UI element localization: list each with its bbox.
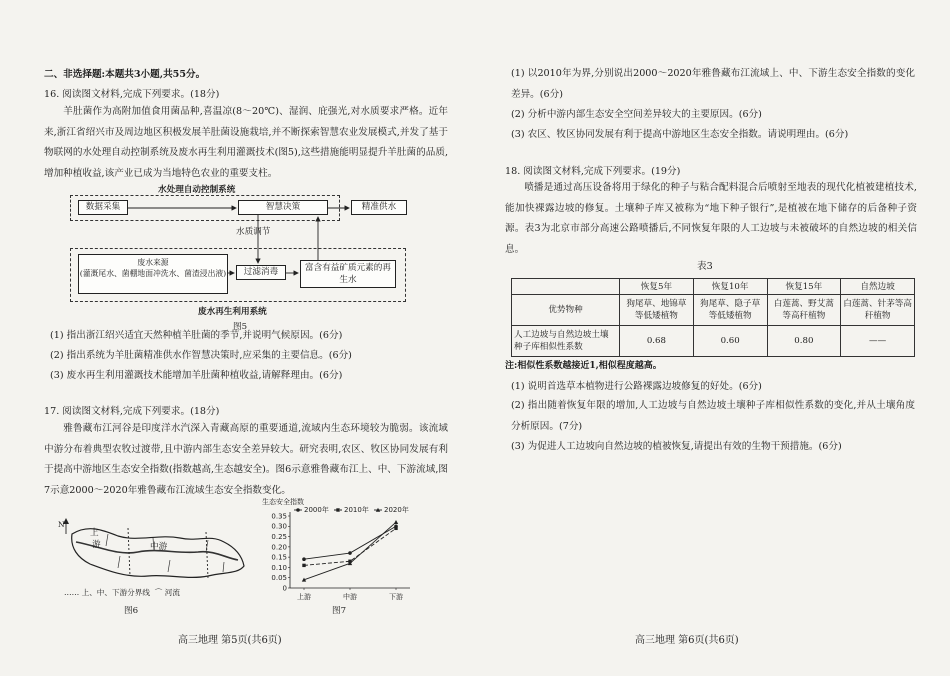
figure-7-label: 图7 bbox=[332, 606, 347, 616]
table-cell: —— bbox=[841, 326, 915, 357]
footer-page-6: 高三地理 第6页(共6页) bbox=[635, 635, 739, 646]
safety-index-chart bbox=[260, 496, 420, 604]
table-cell: 白莲蒿、野艾蒿等高秆植物 bbox=[767, 295, 841, 326]
q17-item-2: (2) 分析中游内部生态安全空间差异较大的主要原因。(6分) bbox=[511, 109, 762, 120]
table-header-cell: 恢复15年 bbox=[767, 279, 841, 295]
table-cell: 0.68 bbox=[620, 326, 694, 357]
figure-7-chart bbox=[260, 496, 420, 616]
section-header: 二、非选择题:本题共3小题,共55分。 bbox=[44, 69, 206, 80]
data-point bbox=[394, 527, 397, 530]
diagram-top-title: 水处理自动控制系统 bbox=[158, 185, 236, 195]
diagram-bottom-title: 废水再生利用系统 bbox=[198, 307, 267, 317]
map-label-upper: 上 bbox=[90, 528, 99, 538]
chart-title: 生态安全指数 bbox=[262, 498, 304, 506]
box-precise-supply: 精准供水 bbox=[351, 200, 407, 215]
q18-paragraph: 喷播是通过高压设备将用于绿化的种子与粘合配料混合后喷射至地表的现代化植被建植技术,能加快裸露边坡的修复。土壤种子库又被称为“地下种子银行”,是植被在地下储存的后备种子资源。表3为北京市部分高速公路喷播后,不同恢复年限的人工边坡与未被破坏的自然边坡的相关信息。 bbox=[505, 182, 917, 255]
q17-item-1: (1) 以2010年为界,分别说出2000～2020年雅鲁藏布江流域上、中、下游生态安全指数的变化差异。(6分) bbox=[511, 68, 915, 100]
north-label: N bbox=[58, 520, 65, 529]
diagram-arrows bbox=[68, 182, 414, 322]
y-tick-label: 0.05 bbox=[271, 574, 287, 583]
q18-item-3: (3) 为促进人工边坡向自然边坡的植被恢复,请提出有效的生物干预措施。(6分) bbox=[511, 441, 842, 452]
table-cell: 白莲蒿、针茅等高秆植物 bbox=[841, 295, 915, 326]
q17-title: 17. 阅读图文材料,完成下列要求。(18分) bbox=[44, 406, 220, 417]
table-3-title: 表3 bbox=[697, 261, 713, 272]
table-header-cell: 自然边坡 bbox=[841, 279, 915, 295]
table-header-row bbox=[512, 279, 915, 295]
table-header-cell: 恢复5年 bbox=[620, 279, 694, 295]
box-recycled-water: 富含有益矿质元素的再生水 bbox=[300, 260, 396, 288]
box-data-collection: 数据采集 bbox=[78, 200, 128, 215]
y-tick-label: 0 bbox=[282, 584, 287, 593]
box-filter-disinfect: 过滤消毒 bbox=[236, 265, 286, 280]
q18-title: 18. 阅读图文材料,完成下列要求。(19分) bbox=[505, 166, 681, 177]
x-tick-label: 中游 bbox=[343, 593, 357, 601]
table-cell: 狗尾草、隐子草等低矮植物 bbox=[693, 295, 767, 326]
series-line-2020年 bbox=[304, 522, 396, 580]
figure-5-label: 图5 bbox=[233, 322, 248, 332]
legend-entry: 2020年 bbox=[384, 506, 409, 514]
q16-item-2: (2) 指出系统为羊肚菌精准供水作智慧决策时,应采集的主要信息。(6分) bbox=[50, 350, 352, 361]
legend-boundary: …… 上、中、下游分界线 ⌒ 河流 bbox=[64, 588, 180, 597]
data-point bbox=[302, 557, 306, 561]
map-label-upper-2: 游 bbox=[92, 540, 101, 550]
y-tick-label: 0.10 bbox=[271, 563, 287, 572]
table-cell: 人工边坡与自然边坡土壤种子库相似性系数 bbox=[512, 326, 620, 357]
page-6 bbox=[475, 0, 950, 676]
table-row bbox=[512, 295, 915, 326]
data-point bbox=[348, 551, 352, 555]
x-tick-label: 上游 bbox=[297, 593, 311, 601]
table-cell: 优势物种 bbox=[512, 295, 620, 326]
table-cell: 狗尾草、地锦草等低矮植物 bbox=[620, 295, 694, 326]
q16-item-1: (1) 指出浙江绍兴适宜天然种植羊肚菌的季节,并说明气候原因。(6分) bbox=[50, 330, 343, 341]
label-water-quality: 水质调节 bbox=[236, 227, 271, 237]
table-3 bbox=[511, 278, 915, 357]
figure-6-map bbox=[58, 516, 254, 616]
basin-map bbox=[58, 516, 254, 591]
table-cell: 0.80 bbox=[767, 326, 841, 357]
table-row bbox=[512, 326, 915, 357]
data-point bbox=[302, 564, 305, 567]
y-tick-label: 0.30 bbox=[271, 522, 287, 531]
q16-paragraph: 羊肚菌作为高附加值食用菌品种,喜温凉(8～20℃)、湿润、庇强光,对水质要求严格。近年来,浙江省绍兴市及周边地区积极发展羊肚菌设施栽培,并不断探索智慧农业发展模式,并发了基于物联网的水处理自动控制系统及废水再生利用灌溉技术(图5),这些措施能明显提升羊肚菌的品质,增加种植收益,该产业已成为当地特色农业的重要支柱。 bbox=[44, 106, 448, 179]
figure-5-diagram bbox=[68, 182, 414, 322]
box-waste-water-source: 废水来源 (灌溉尾水、菌棚地面冲洗水、菌渣浸出液) bbox=[78, 254, 228, 294]
q17-paragraph: 雅鲁藏布江河谷是印度洋水汽深入青藏高原的重要通道,流域内生态环境较为脆弱。该流域中游分布着典型农牧过渡带,且中游内部生态安全差异较大。研究表明,农区、牧区协同发展有利于提高中游地区生态安全指数(指数越高,生态越安全)。图6示意雅鲁藏布江上、中、下游流域,图7示意2000～2020年雅鲁藏布江流域生态安全指数变化。 bbox=[44, 423, 448, 496]
legend-marker bbox=[336, 508, 339, 511]
y-tick-label: 0.35 bbox=[271, 512, 287, 521]
q18-item-1: (1) 说明首选草本植物进行公路裸露边坡修复的好处。(6分) bbox=[511, 381, 762, 392]
q16-item-3: (3) 废水再生利用灌溉技术能增加羊肚菌种植收益,请解释理由。(6分) bbox=[50, 370, 343, 381]
table-cell: 0.60 bbox=[693, 326, 767, 357]
y-tick-label: 0.20 bbox=[271, 543, 287, 552]
q18-item-2: (2) 指出随着恢复年限的增加,人工边坡与自然边坡土壤种子库相似性系数的变化,并从土壤角度分析原因。(7分) bbox=[511, 400, 915, 432]
legend-marker bbox=[296, 508, 300, 512]
q16-title: 16. 阅读图文材料,完成下列要求。(18分) bbox=[44, 89, 220, 100]
legend-entry: 2010年 bbox=[344, 506, 369, 514]
table-note: 注:相似性系数越接近1,相似程度越高。 bbox=[505, 361, 662, 371]
figure-6-label: 图6 bbox=[124, 606, 139, 616]
table-header-cell: 恢复10年 bbox=[693, 279, 767, 295]
y-tick-label: 0.25 bbox=[271, 532, 287, 541]
data-point bbox=[394, 520, 398, 524]
table-header-cell bbox=[512, 279, 620, 295]
map-label-middle: 中游 bbox=[150, 542, 168, 552]
boundary-upper-middle bbox=[128, 528, 130, 576]
legend-entry: 2000年 bbox=[304, 506, 329, 514]
y-tick-label: 0.15 bbox=[271, 553, 287, 562]
q17-item-3: (3) 农区、牧区协同发展有利于提高中游地区生态安全指数。请说明理由。(6分) bbox=[511, 129, 849, 140]
box-smart-decision: 智慧决策 bbox=[238, 200, 328, 215]
x-tick-label: 下游 bbox=[389, 593, 403, 601]
footer-page-5: 高三地理 第5页(共6页) bbox=[178, 635, 282, 646]
